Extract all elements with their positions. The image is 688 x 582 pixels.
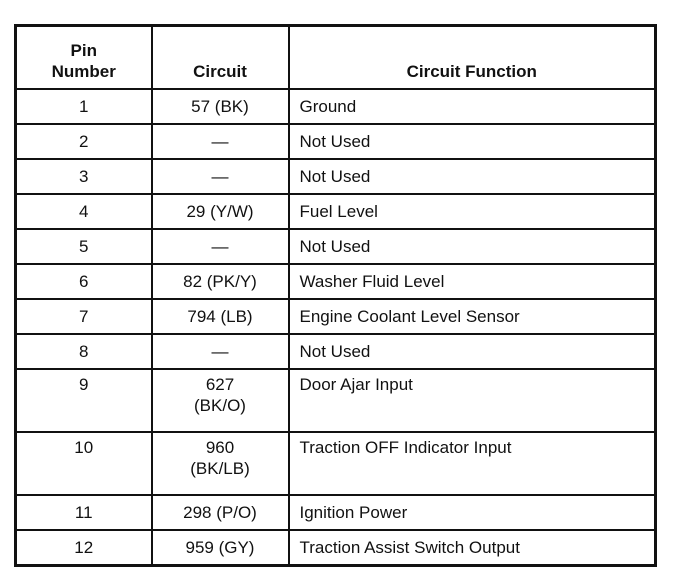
function-cell: Not Used <box>289 334 656 369</box>
circuit-cell: 959 (GY) <box>152 530 289 566</box>
circuit-cell: 82 (PK/Y) <box>152 264 289 299</box>
pin-cell: 9 <box>16 369 152 432</box>
function-cell: Ignition Power <box>289 495 656 530</box>
table-row <box>16 530 656 566</box>
table-row <box>16 369 656 432</box>
function-cell: Traction OFF Indicator Input <box>289 432 656 495</box>
pin-cell: 8 <box>16 334 152 369</box>
table-row <box>16 159 656 194</box>
pin-cell: 7 <box>16 299 152 334</box>
circuit-cell: — <box>152 229 289 264</box>
pin-cell: 1 <box>16 89 152 124</box>
function-cell: Not Used <box>289 229 656 264</box>
circuit-header: Circuit <box>152 26 289 90</box>
pin-cell: 3 <box>16 159 152 194</box>
function-cell: Ground <box>289 89 656 124</box>
circuit-line1: 627 <box>205 375 235 394</box>
table-row <box>16 299 656 334</box>
pin-cell: 12 <box>16 530 152 566</box>
table-row <box>16 194 656 229</box>
pin-header-line1: Pin <box>70 41 97 60</box>
function-cell: Washer Fluid Level <box>289 264 656 299</box>
table-row <box>16 334 656 369</box>
table-row <box>16 432 656 495</box>
circuit-cell: 29 (Y/W) <box>152 194 289 229</box>
circuit-line2: (BK/O) <box>194 396 246 415</box>
circuit-cell: — <box>152 334 289 369</box>
function-cell: Engine Coolant Level Sensor <box>289 299 656 334</box>
pin-cell: 2 <box>16 124 152 159</box>
table-row <box>16 124 656 159</box>
pin-number-header <box>16 26 152 90</box>
pin-circuit-table <box>14 24 657 567</box>
function-cell: Not Used <box>289 124 656 159</box>
table-row <box>16 264 656 299</box>
circuit-cell: 57 (BK) <box>152 89 289 124</box>
circuit-line1: 960 <box>205 438 235 457</box>
pin-cell: 10 <box>16 432 152 495</box>
function-cell: Fuel Level <box>289 194 656 229</box>
circuit-function-header: Circuit Function <box>289 26 656 90</box>
table-row <box>16 229 656 264</box>
table-row <box>16 495 656 530</box>
circuit-cell: 794 (LB) <box>152 299 289 334</box>
pin-header-line2: Number <box>51 62 116 81</box>
circuit-cell: — <box>152 159 289 194</box>
function-cell: Traction Assist Switch Output <box>289 530 656 566</box>
circuit-cell <box>152 369 289 432</box>
pin-cell: 11 <box>16 495 152 530</box>
table-header-row <box>16 26 656 90</box>
circuit-line2: (BK/LB) <box>190 459 250 478</box>
function-cell: Door Ajar Input <box>289 369 656 432</box>
circuit-cell: — <box>152 124 289 159</box>
pin-cell: 5 <box>16 229 152 264</box>
pin-cell: 4 <box>16 194 152 229</box>
circuit-cell <box>152 432 289 495</box>
function-cell: Not Used <box>289 159 656 194</box>
circuit-cell: 298 (P/O) <box>152 495 289 530</box>
pin-cell: 6 <box>16 264 152 299</box>
table-row <box>16 89 656 124</box>
